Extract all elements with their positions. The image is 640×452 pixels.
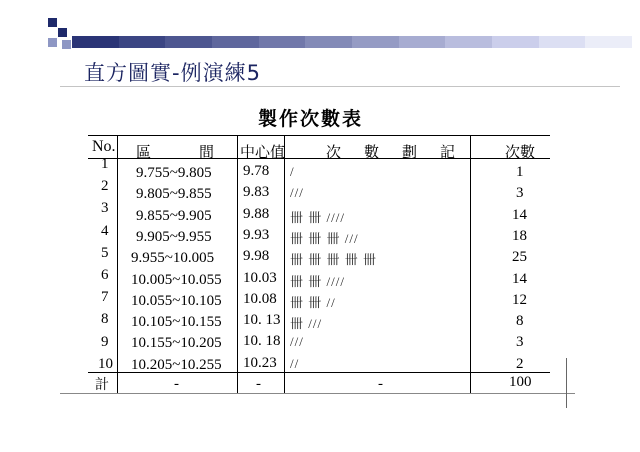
header-interval: 區 間	[136, 143, 221, 161]
col-divider	[284, 135, 285, 393]
row-count: 18	[512, 227, 527, 244]
row-interval: 10.155~10.205	[131, 335, 222, 352]
table-title: 製作次數表	[258, 108, 364, 130]
row-no: 9	[101, 333, 109, 350]
row-no: 2	[101, 178, 109, 195]
total-interval: -	[174, 376, 179, 392]
row-tally: 卌 卌 ////	[290, 273, 345, 289]
row-count: 3	[516, 334, 524, 351]
total-label: 計	[95, 377, 109, 393]
row-tally: 卌 卌 ////	[290, 209, 345, 225]
header-tally: 次 數 劃 記	[326, 143, 460, 161]
row-center: 10. 13	[243, 312, 281, 329]
col-divider	[470, 135, 471, 393]
decor-square	[48, 38, 57, 47]
header-center: 中心值	[240, 143, 286, 161]
row-interval: 10.005~10.055	[131, 271, 222, 288]
total-tally: -	[378, 376, 383, 392]
row-no: 1	[101, 156, 109, 172]
row-tally: 卌 卌 卌 ///	[290, 230, 359, 246]
row-center: 9.88	[243, 205, 270, 222]
row-no: 7	[101, 289, 109, 306]
row-center: 9.78	[243, 163, 270, 179]
decor-square	[58, 28, 67, 37]
table-bottom-border	[60, 393, 575, 394]
row-count: 8	[516, 313, 524, 330]
row-center: 9.93	[243, 226, 270, 243]
row-count: 12	[512, 291, 527, 308]
row-tally: //	[290, 355, 300, 371]
decor-square	[62, 40, 71, 49]
row-count: 3	[516, 185, 524, 202]
row-tally: ///	[290, 185, 304, 201]
table-top-border	[88, 135, 550, 136]
row-interval: 9.855~9.905	[136, 207, 212, 224]
col-divider	[117, 135, 118, 393]
right-edge-line	[566, 358, 567, 408]
row-no: 10	[98, 355, 113, 372]
row-count: 25	[512, 249, 527, 266]
row-interval: 9.955~10.005	[131, 250, 215, 267]
row-tally: 卌 卌 //	[290, 294, 336, 310]
row-tally: 卌 ///	[290, 316, 323, 332]
row-tally: ///	[290, 334, 304, 350]
header-no: No.	[92, 138, 116, 155]
row-count: 1	[516, 164, 524, 180]
row-center: 10.23	[243, 354, 277, 371]
total-count: 100	[509, 374, 532, 390]
row-no: 4	[101, 222, 109, 239]
row-count: 14	[512, 206, 527, 223]
total-center: -	[256, 376, 261, 392]
row-interval: 10.055~10.105	[131, 292, 222, 309]
row-count: 2	[516, 355, 524, 372]
col-divider	[237, 135, 238, 393]
row-no: 6	[101, 267, 109, 283]
row-center: 10. 18	[243, 333, 281, 350]
row-center: 10.08	[243, 290, 277, 307]
row-tally: 卌 卌 卌 卌 卌	[290, 252, 378, 268]
row-interval: 9.805~9.855	[136, 186, 212, 203]
decor-square	[48, 18, 57, 27]
slide-title: 直方圖實-例演練5	[84, 61, 261, 85]
row-count: 14	[512, 270, 527, 287]
row-interval: 10.105~10.155	[131, 314, 222, 331]
row-no: 5	[101, 244, 109, 261]
row-interval: 9.755~9.805	[136, 165, 212, 181]
row-interval: 10.205~10.255	[131, 356, 222, 373]
row-interval: 9.905~9.955	[136, 228, 212, 245]
row-center: 10.03	[243, 269, 277, 286]
title-divider	[60, 86, 620, 87]
decor-gradient-bar	[72, 36, 632, 48]
header-count: 次數	[505, 143, 536, 161]
row-no: 8	[101, 311, 109, 328]
row-tally: /	[290, 164, 295, 179]
row-no: 3	[101, 200, 109, 217]
row-center: 9.98	[243, 248, 270, 265]
row-center: 9.83	[243, 184, 270, 201]
